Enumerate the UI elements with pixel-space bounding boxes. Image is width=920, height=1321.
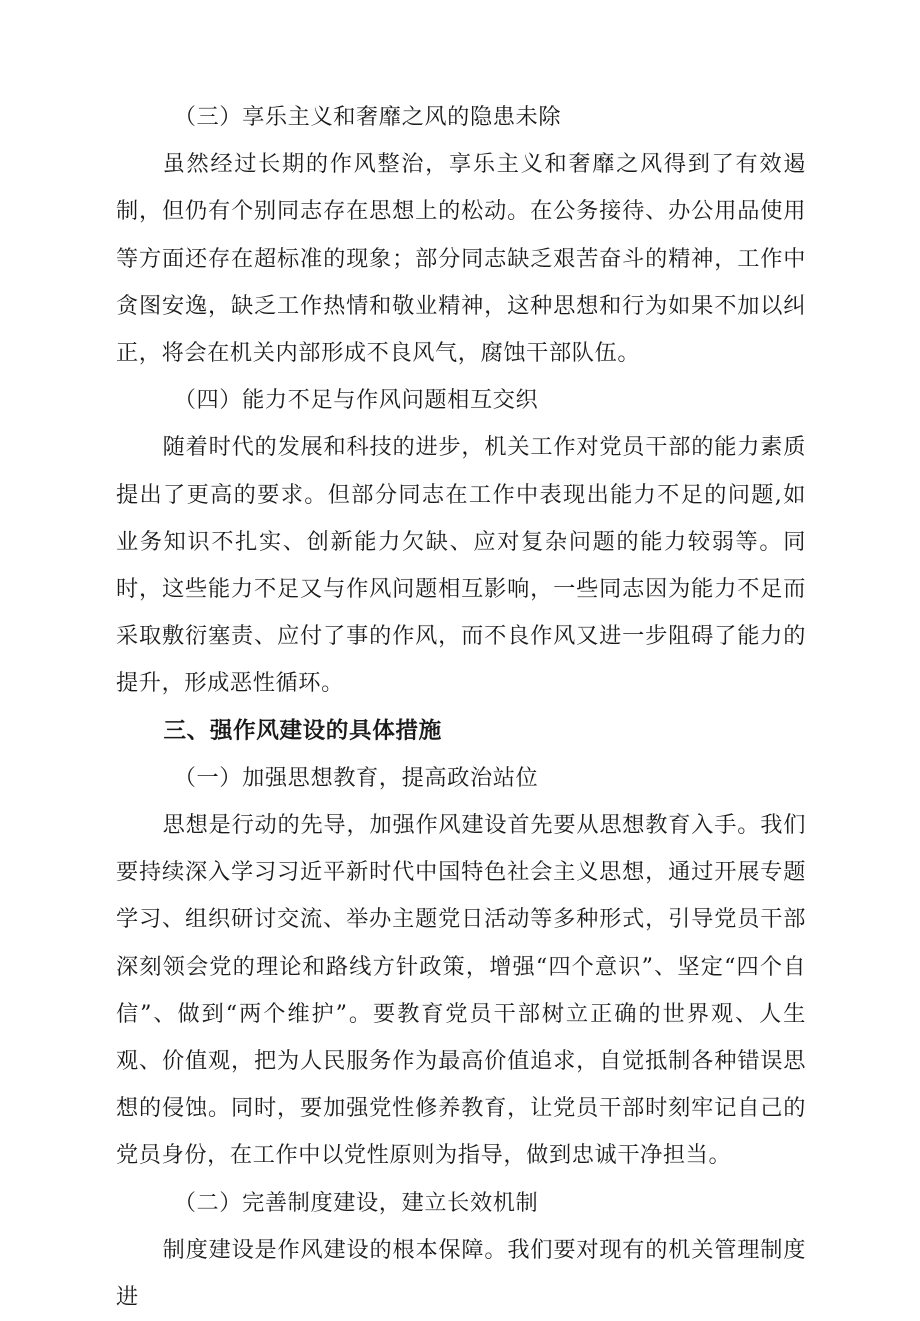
subsection-heading-2: （二）完善制度建设，建立长效机制 [173,1189,539,1216]
body-paragraph: 虽然经过长期的作风整治，享乐主义和奢靡之风得到了有效遏制，但仍有个别同志存在思想上的松动。在公务接待、办公用品使用等方面还存在超标准的现象；部分同志缺乏艰苦奋斗的精神，工作中贪图安逸，缺乏工作热情和敬业精神，这种思想和行为如果不加以纠正，将会在机关内部形成不良风气，腐蚀干部队伍。 [116,151,806,367]
subsection-heading-4: （四）能力不足与作风问题相互交织 [173,387,539,414]
body-paragraph: 随着时代的发展和科技的进步，机关工作对党员干部的能力素质提出了更高的要求。但部分同志在工作中表现出能力不足的问题,如业务知识不扎实、创新能力欠缺、应对复杂问题的能力较弱等。同时，这些能力不足又与作风问题相互影响，一些同志因为能力不足而采取敷衍塞责、应付了事的作风，而不良作风又进一步阻碍了能力的提升，形成恶性循环。 [116,434,806,697]
subsection-heading-3: （三）享乐主义和奢靡之风的隐患未除 [173,104,562,130]
document-body [116,94,806,1321]
body-paragraph: 思想是行动的先导，加强作风建设首先要从思想教育入手。我们要持续深入学习习近平新时代中国特色社会主义思想，通过开展专题学习、组织研讨交流、举办主题党日活动等多种形式，引导党员干部深刻领会党的理论和路线方针政策，增强“四个意识”、坚定“四个自信”、做到“两个维护”。要教育党员干部树立正确的世界观、人生观、价值观，把为人民服务作为最高价值追求，自觉抵制各种错误思想的侵蚀。同时，要加强党性修养教育，让党员干部时刻牢记自己的党员身份，在工作中以党性原则为指导，做到忠诚干净担当。 [116,812,806,1169]
section-heading-3: 三、强作风建设的具体措施 [163,717,442,744]
body-paragraph: 制度建设是作风建设的根本保障。我们要对现有的机关管理制度进 [116,1236,806,1311]
subsection-heading-1: （一）加强思想教育，提高政治站位 [173,764,539,791]
